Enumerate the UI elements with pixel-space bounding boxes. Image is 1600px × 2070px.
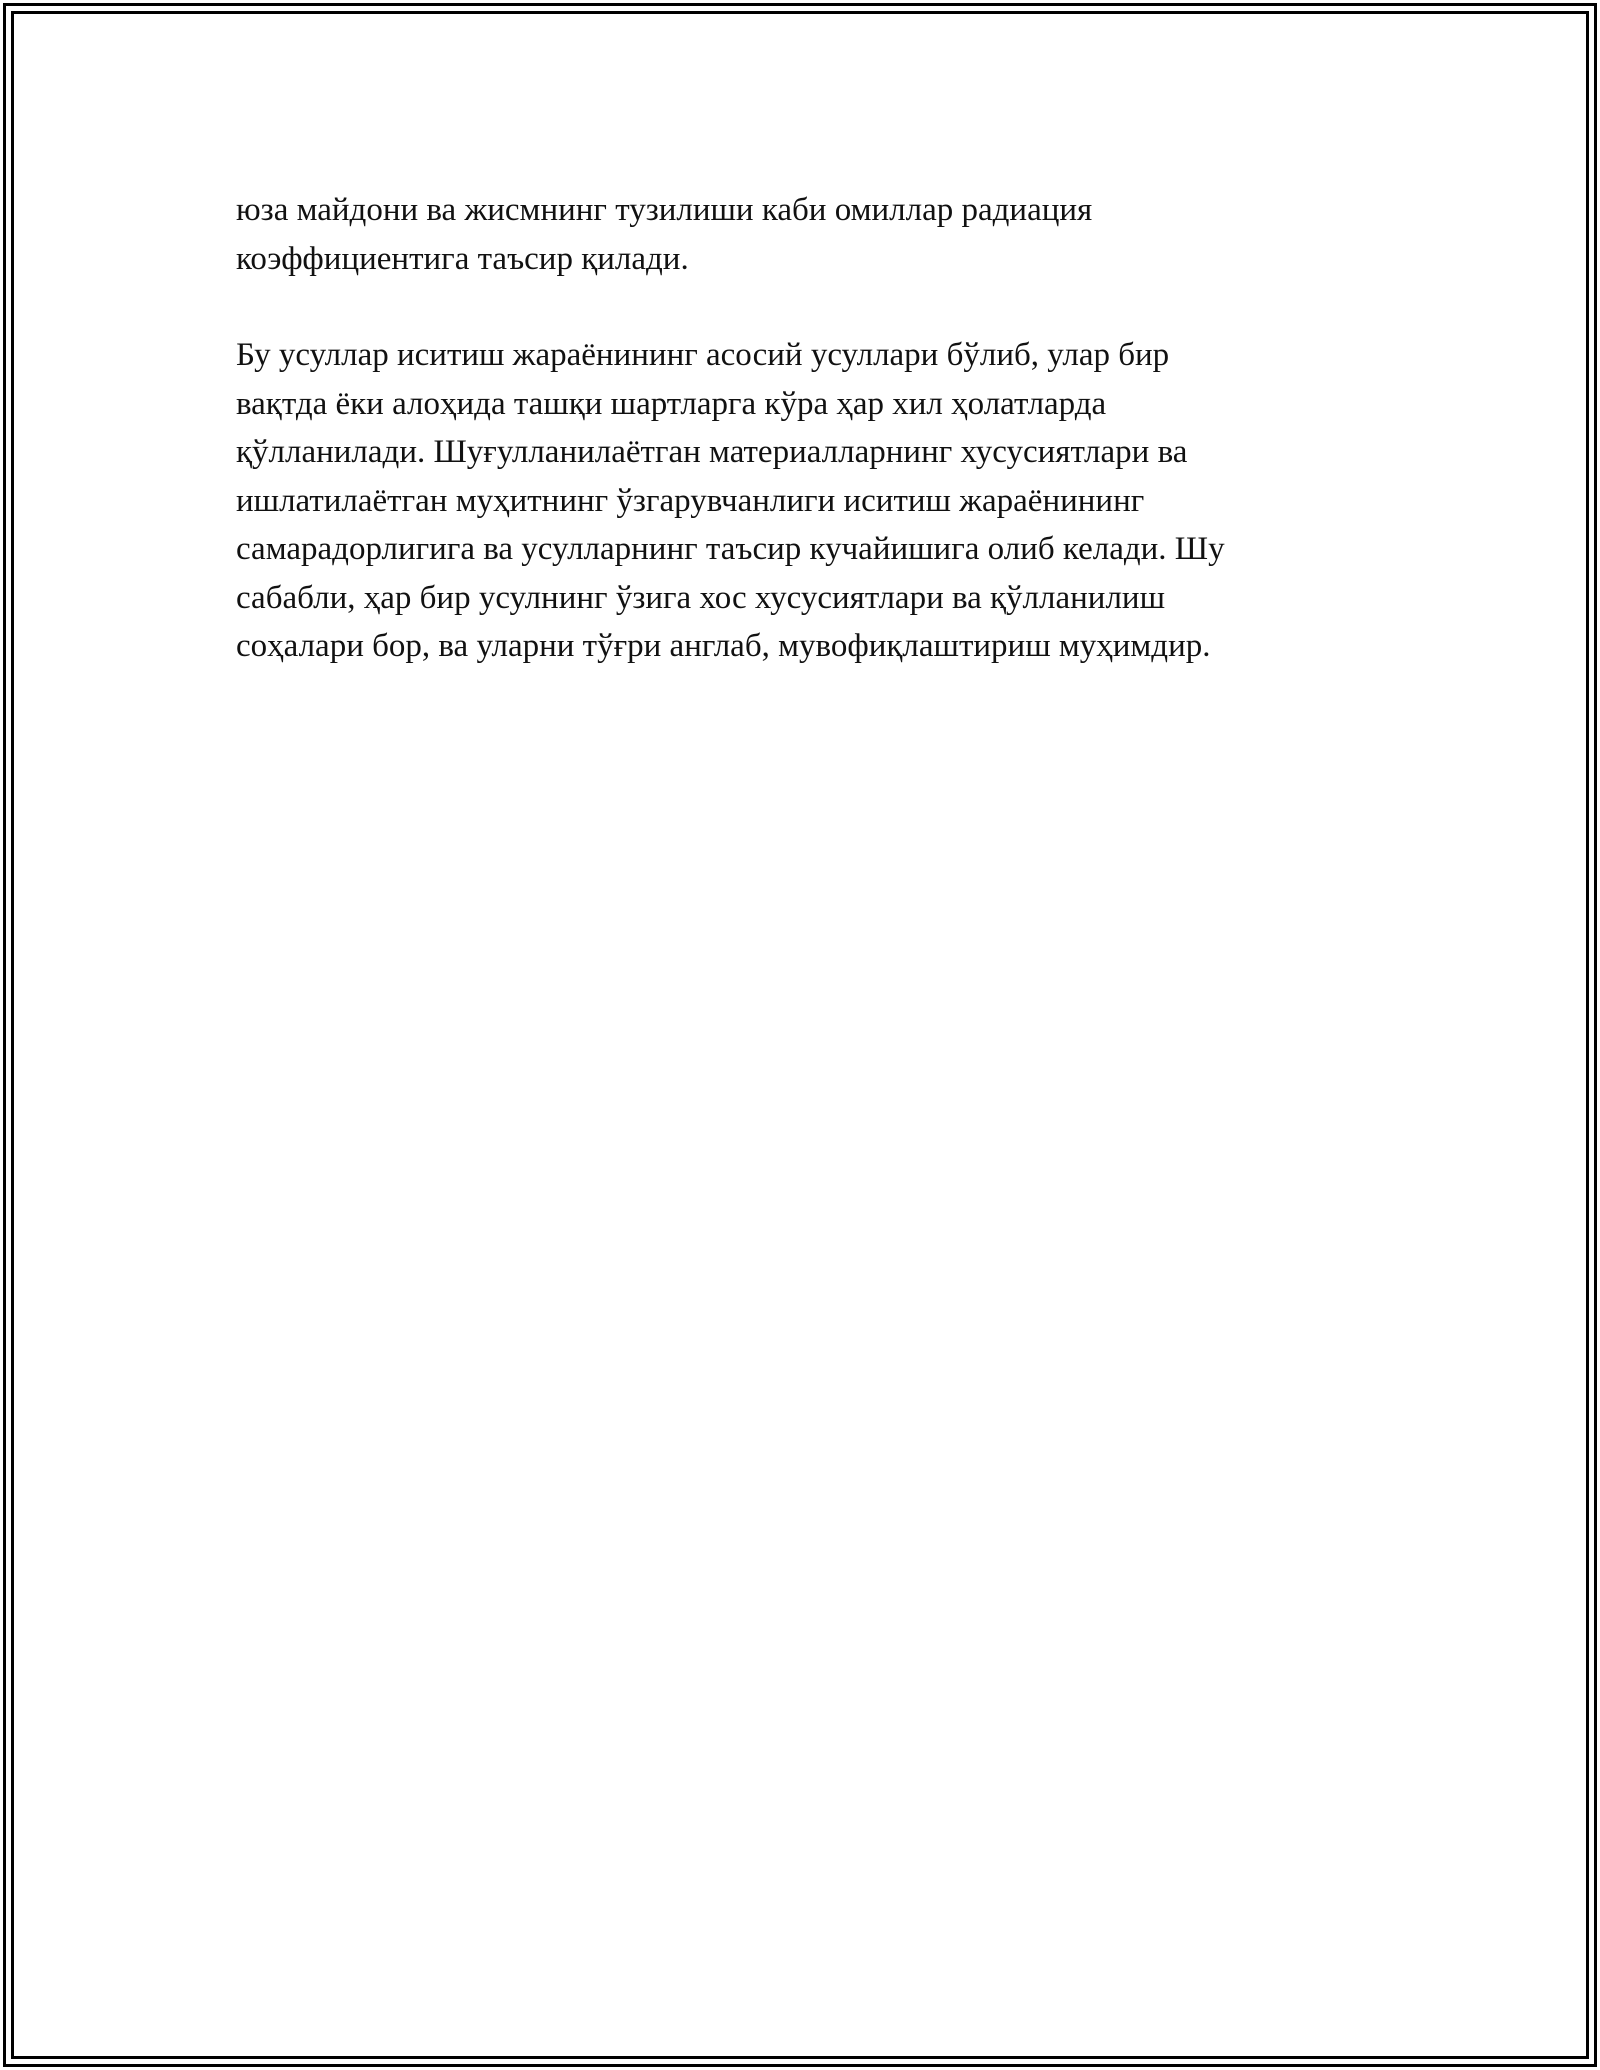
paragraph-line: вақтда ёки алоҳида ташқи шартларга кўра ҳар хил ҳолатларда <box>236 385 1107 422</box>
paragraph-2 <box>236 331 1366 671</box>
paragraph-line: самарадорлигига ва усулларнинг таъсир кучайишига олиб келади. Шу <box>236 531 1225 567</box>
paragraph-line: қўлланилади. Шуғулланилаётган материалларнинг хусусиятлари ва <box>236 434 1188 470</box>
paragraph-line: Бу усуллар иситиш жараёнининг асосий усуллари бўлиб, улар бир <box>236 337 1170 373</box>
paragraph-1 <box>236 186 1366 283</box>
paragraph-line: коэффициентига таъсир қилади. <box>236 240 689 277</box>
paragraph-line: сабабли, ҳар бир усулнинг ўзига хос хусусиятлари ва қўлланилиш <box>236 579 1165 616</box>
paragraph-line: ишлатилаётган муҳитнинг ўзгарувчанлиги иситиш жараёнининг <box>236 482 1145 519</box>
paragraph-line: соҳалари бор, ва уларни тўғри англаб, мувофиқлаштириш муҳимдир. <box>236 628 1211 664</box>
document-body <box>236 186 1366 719</box>
paragraph-line: юза майдони ва жисмнинг тузилиши каби омиллар радиация <box>236 192 1093 228</box>
